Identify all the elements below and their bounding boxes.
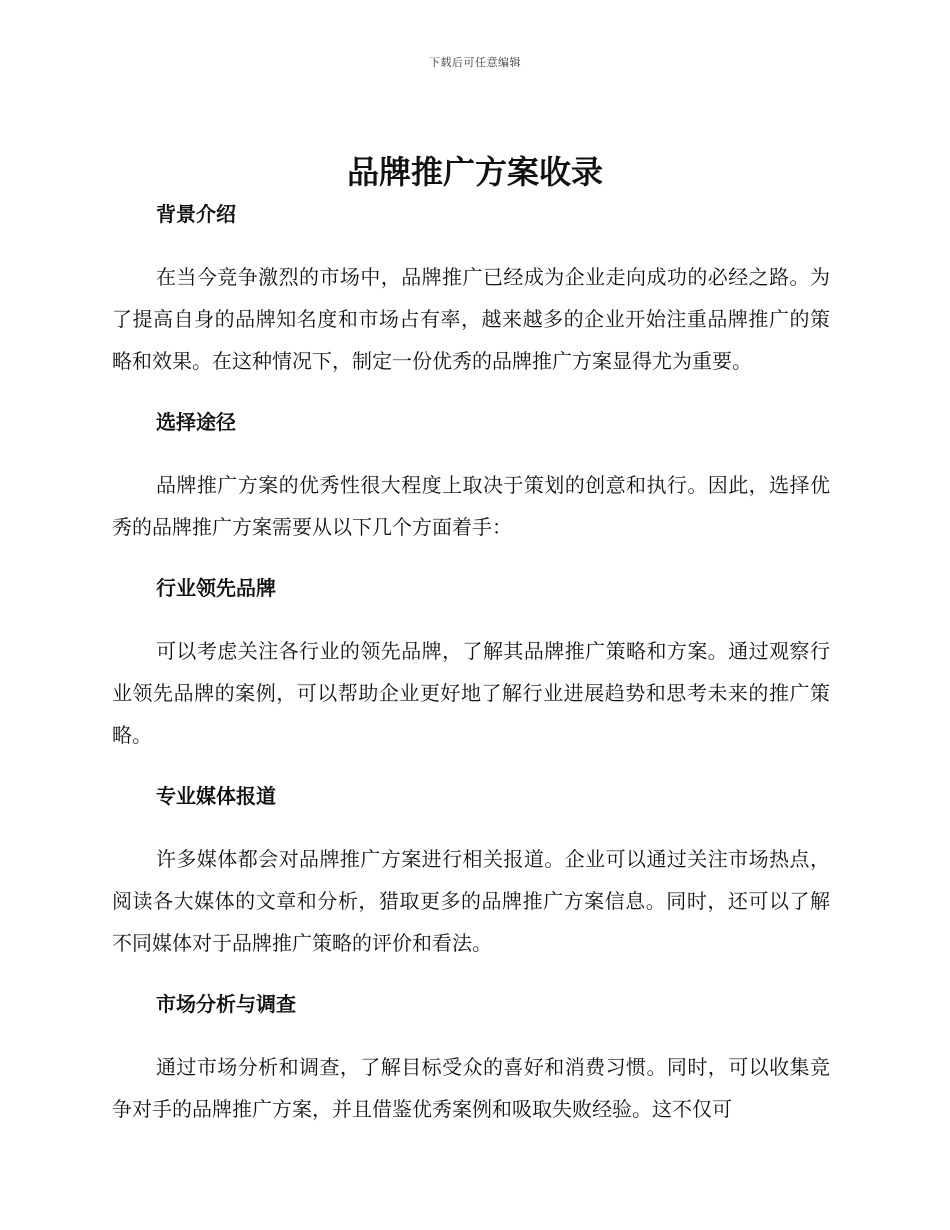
section-body-leading-brands: 可以考虑关注各行业的领先品牌，了解其品牌推广策略和方案。通过观察行业领先品牌的案例，可以帮助企业更好地了解行业进展趋势和思考未来的推广策略。	[112, 639, 830, 747]
section-body-approach: 品牌推广方案的优秀性很大程度上取决于策划的创意和执行。因此，选择优秀的品牌推广方案需要从以下几个方面着手：	[112, 473, 830, 539]
document-title: 品牌推广方案收录	[346, 153, 603, 191]
section-body-market-research: 通过市场分析和调查，了解目标受众的喜好和消费习惯。同时，可以收集竞争对手的品牌推广方案，并且借鉴优秀案例和吸取失败经验。这不仅可	[112, 1055, 830, 1121]
section-heading-media: 专业媒体报道	[156, 784, 276, 808]
section-body-background: 在当今竞争激烈的市场中，品牌推广已经成为企业走向成功的必经之路。为了提高自身的品牌知名度和市场占有率，越来越多的企业开始注重品牌推广的策略和效果。在这种情况下，制定一份优秀的品牌推广方案显得尤为重要。	[112, 265, 830, 373]
section-heading-approach: 选择途径	[156, 410, 236, 434]
section-heading-leading-brands: 行业领先品牌	[156, 576, 276, 600]
document-body	[112, 200, 830, 1130]
section-heading-market-research: 市场分析与调查	[156, 992, 296, 1016]
section-heading-background: 背景介绍	[156, 202, 236, 226]
header-note: 下载后可任意编辑	[429, 56, 521, 69]
section-body-media: 许多媒体都会对品牌推广方案进行相关报道。企业可以通过关注市场热点，阅读各大媒体的文章和分析，猎取更多的品牌推广方案信息。同时，还可以了解不同媒体对于品牌推广策略的评价和看法。	[112, 847, 830, 955]
